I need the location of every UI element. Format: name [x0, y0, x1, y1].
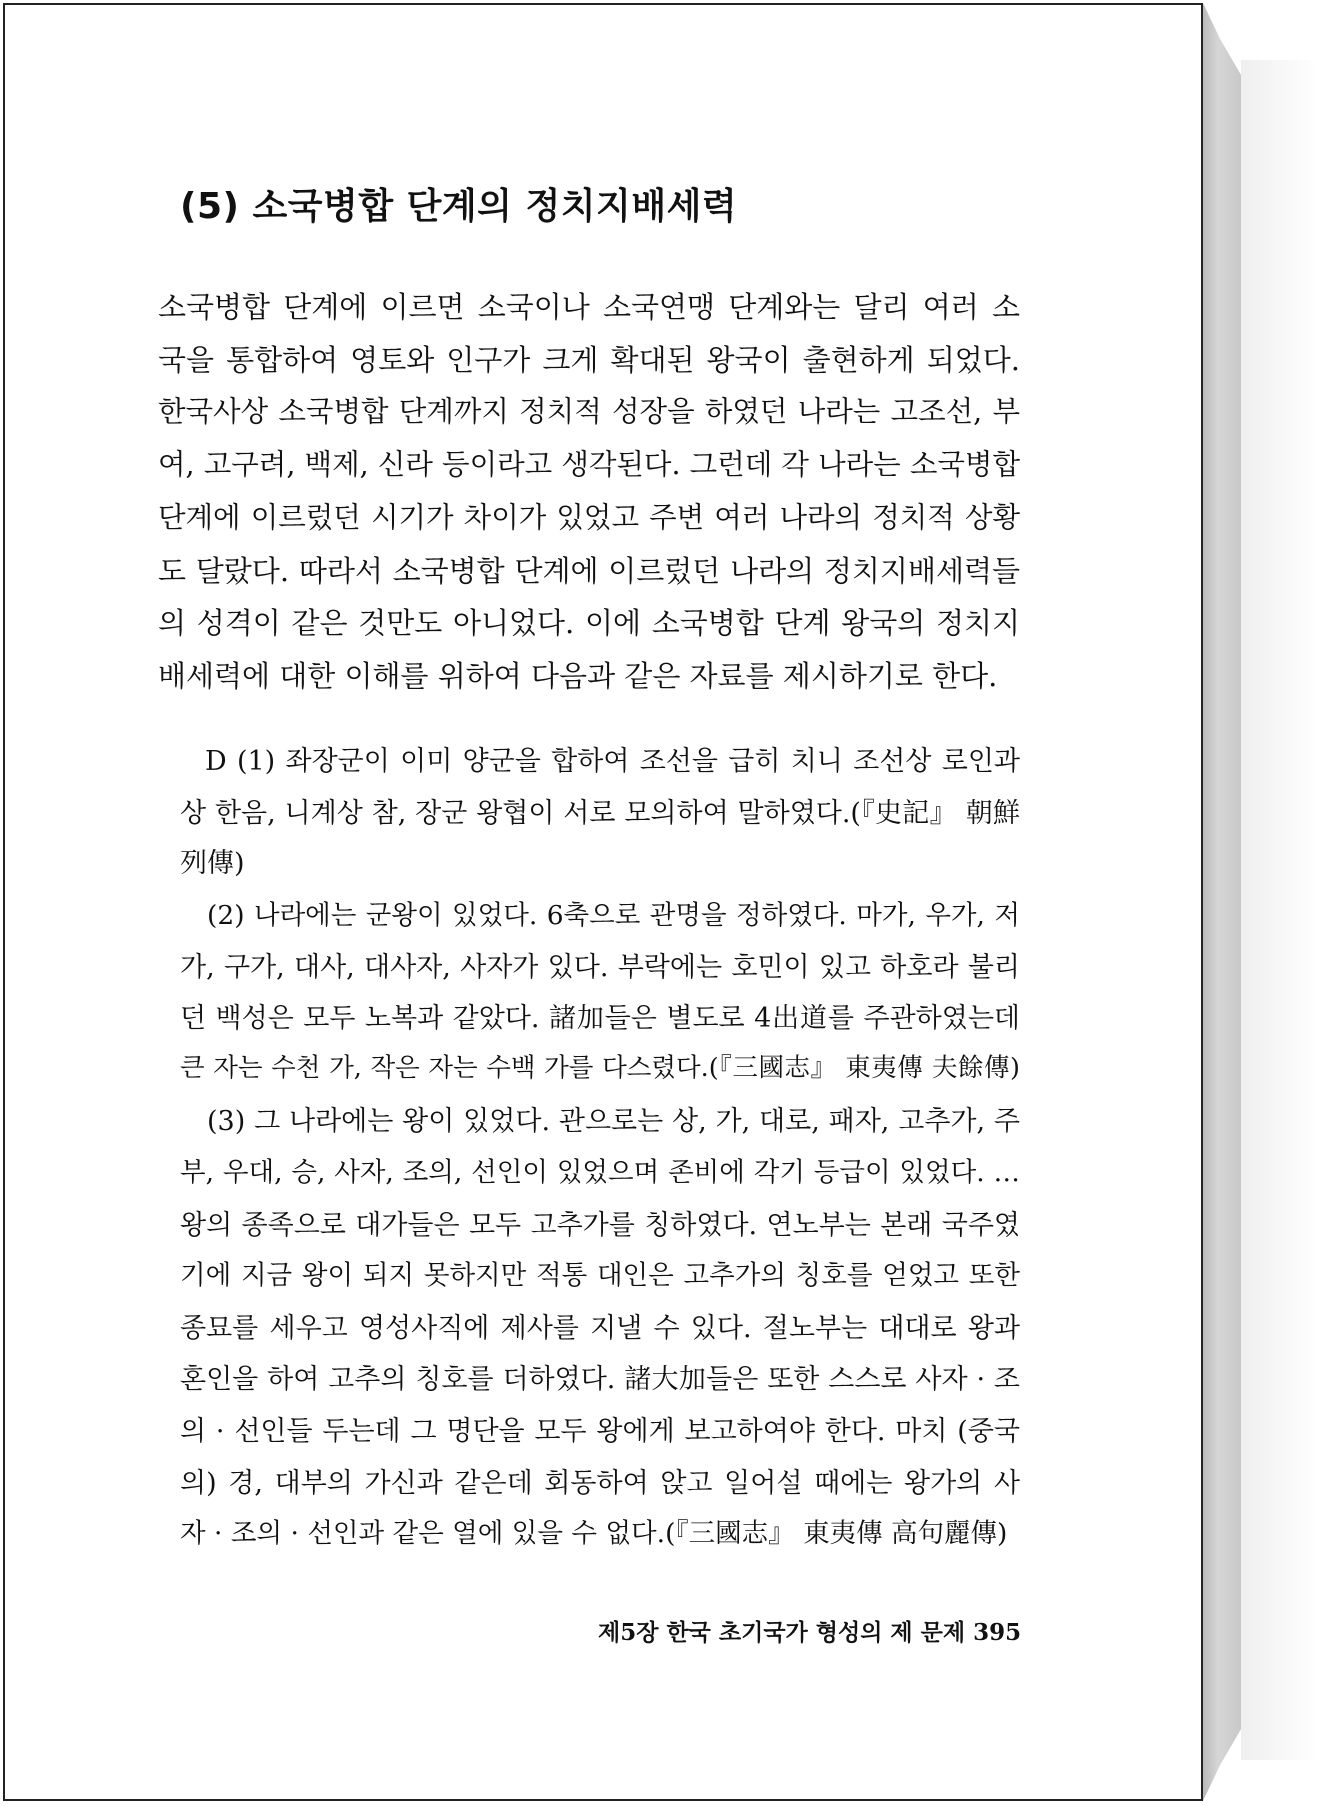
section-title: (5) 소국병합 단계의 정치지배세력	[180, 186, 738, 227]
quote-line: 종묘를 세우고 영성사직에 제사를 지낼 수 있다. 절노부는 대대로 왕과	[180, 1313, 1020, 1344]
quote-line: 왕의 종족으로 대가들은 모두 고추가를 칭하였다. 연노부는 본래 국주였	[180, 1210, 1020, 1241]
paragraph-line: 한국사상 소국병합 단계까지 정치적 성장을 하였던 나라는 고조선, 부	[158, 395, 1020, 428]
quote-line: 상 한음, 니계상 참, 장군 왕협이 서로 모의하여 말하였다.(『史記』 朝鮮	[180, 798, 1020, 829]
paragraph-line: 배세력에 대한 이해를 위하여 다음과 같은 자료를 제시하기로 한다.	[158, 659, 998, 693]
paragraph-line: 의 성격이 같은 것만도 아니었다. 이에 소국병합 단계 왕국의 정치지	[158, 606, 1020, 640]
paragraph-line: 국을 통합하여 영토와 인구가 크게 확대된 왕국이 출현하게 되었다.	[158, 343, 1020, 377]
quote-line: (3) 그 나라에는 왕이 있었다. 관으로는 상, 가, 대로, 패자, 고추가, 주	[207, 1106, 1020, 1137]
quote-line: 혼인을 하여 고추의 칭호를 더하였다. 諸大加들은 또한 스스로 사자 · 조	[180, 1364, 1020, 1395]
quote-line: 의 · 선인들 두는데 그 명단을 모두 왕에게 보고하여야 한다. 마치 (중국	[180, 1416, 1020, 1447]
page-shadow	[1241, 60, 1319, 1760]
book-spine-edge	[1203, 3, 1241, 1801]
quote-line: 자 · 조의 · 선인과 같은 열에 있을 수 없다.(『三國志』 東夷傳 高句麗傳)	[180, 1518, 1008, 1549]
paragraph-line: 여, 고구려, 백제, 신라 등이라고 생각된다. 그런데 각 나라는 소국병합	[158, 448, 1020, 481]
quote-line: 列傳)	[180, 848, 245, 879]
quote-line: 던 백성은 모두 노복과 같았다. 諸加들은 별도로 4出道를 주관하였는데	[180, 1003, 1020, 1034]
quote-line: (2) 나라에는 군왕이 있었다. 6축으로 관명을 정하였다. 마가, 우가, 저	[207, 900, 1020, 931]
quote-line: 기에 지금 왕이 되지 못하지만 적통 대인은 고추가의 칭호를 얻었고 또한	[180, 1260, 1020, 1291]
quote-line: 가, 구가, 대사, 대사자, 사자가 있다. 부락에는 호민이 있고 하호라 불리	[180, 952, 1020, 983]
quote-line: 큰 자는 수천 가, 작은 자는 수백 가를 다스렸다.(『三國志』 東夷傳 夫餘傳)	[180, 1053, 1020, 1083]
quote-line: 의) 경, 대부의 가신과 같은데 회동하여 앉고 일어설 때에는 왕가의 사	[180, 1468, 1020, 1499]
page-footer: 제5장 한국 초기국가 형성의 제 문제 395	[598, 1619, 1022, 1646]
paragraph-line: 도 달랐다. 따라서 소국병합 단계에 이르렀던 나라의 정치지배세력들	[158, 554, 1020, 588]
paragraph-line: 소국병합 단계에 이르면 소국이나 소국연맹 단계와는 달리 여러 소	[158, 290, 1020, 324]
paragraph-line: 단계에 이르렀던 시기가 차이가 있었고 주변 여러 나라의 정치적 상황	[158, 501, 1020, 534]
quote-line: D (1) 좌장군이 이미 양군을 합하여 조선을 급히 치니 조선상 로인과	[205, 746, 1020, 777]
quote-line: 부, 우대, 승, 사자, 조의, 선인이 있었으며 존비에 각기 등급이 있었다. …	[180, 1157, 1020, 1188]
